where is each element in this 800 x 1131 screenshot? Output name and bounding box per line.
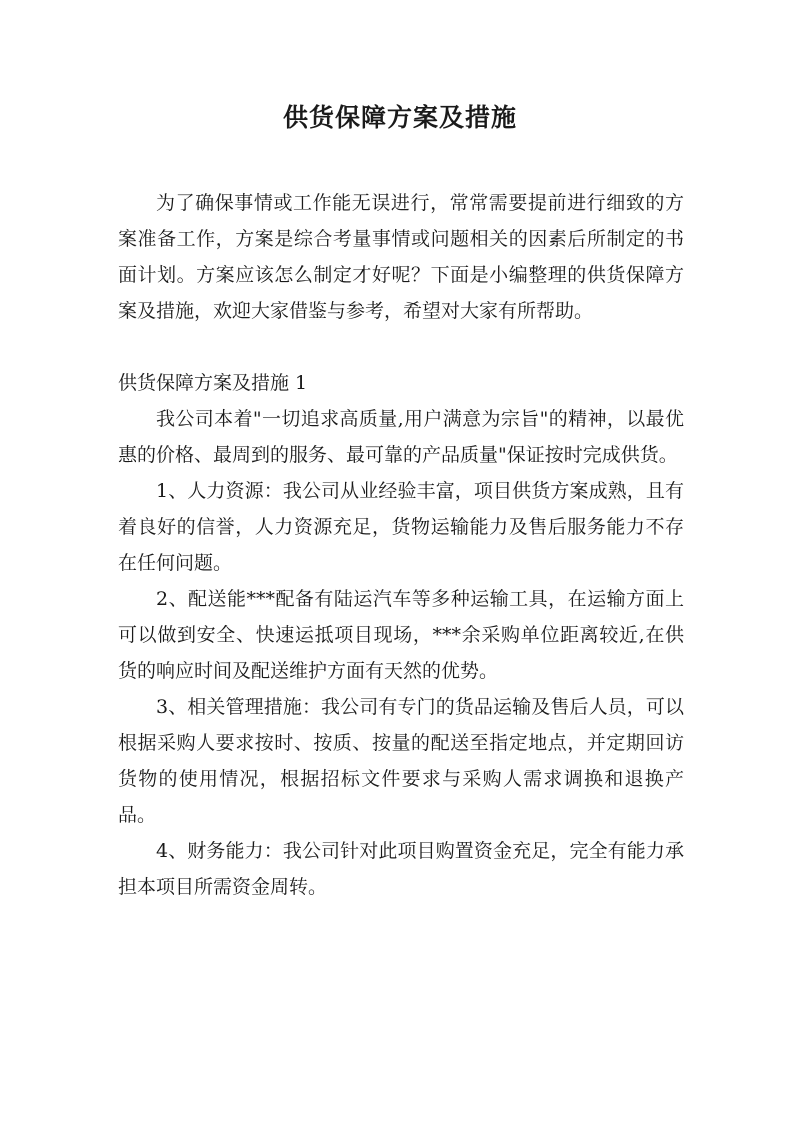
body-paragraph: 3、相关管理措施：我公司有专门的货品运输及售后人员，可以根据采购人要求按时、按质、按量的配送至指定地点，并定期回访货物的使用情况，根据招标文件要求与采购人需求调换和退换产品。 bbox=[118, 696, 684, 826]
document-title: 供货保障方案及措施 bbox=[282, 103, 517, 132]
body-paragraph: 我公司本着"一切追求高质量,用户满意为宗旨"的精神，以最优惠的价格、最周到的服务、最可靠的产品质量"保证按时完成供货。 bbox=[118, 408, 684, 466]
document-body bbox=[118, 185, 684, 905]
intro-paragraph: 为了确保事情或工作能无误进行，常常需要提前进行细致的方案准备工作，方案是综合考量事情或问题相关的因素后所制定的书面计划。方案应该怎么制定才好呢？下面是小编整理的供货保障方案及措施，欢迎大家借鉴与参考，希望对大家有所帮助。 bbox=[118, 192, 684, 322]
body-paragraph: 4、财务能力：我公司针对此项目购置资金充足，完全有能力承担本项目所需资金周转。 bbox=[118, 840, 684, 898]
body-paragraph: 2、配送能***配备有陆运汽车等多种运输工具，在运输方面上可以做到安全、快速运抵项目现场，***余采购单位距离较近,在供货的响应时间及配送维护方面有天然的优势。 bbox=[118, 588, 684, 682]
body-paragraph: 1、人力资源：我公司从业经验丰富，项目供货方案成熟，且有着良好的信誉，人力资源充足，货物运输能力及售后服务能力不存在任何问题。 bbox=[118, 480, 684, 574]
section-heading: 供货保障方案及措施 1 bbox=[118, 372, 308, 394]
